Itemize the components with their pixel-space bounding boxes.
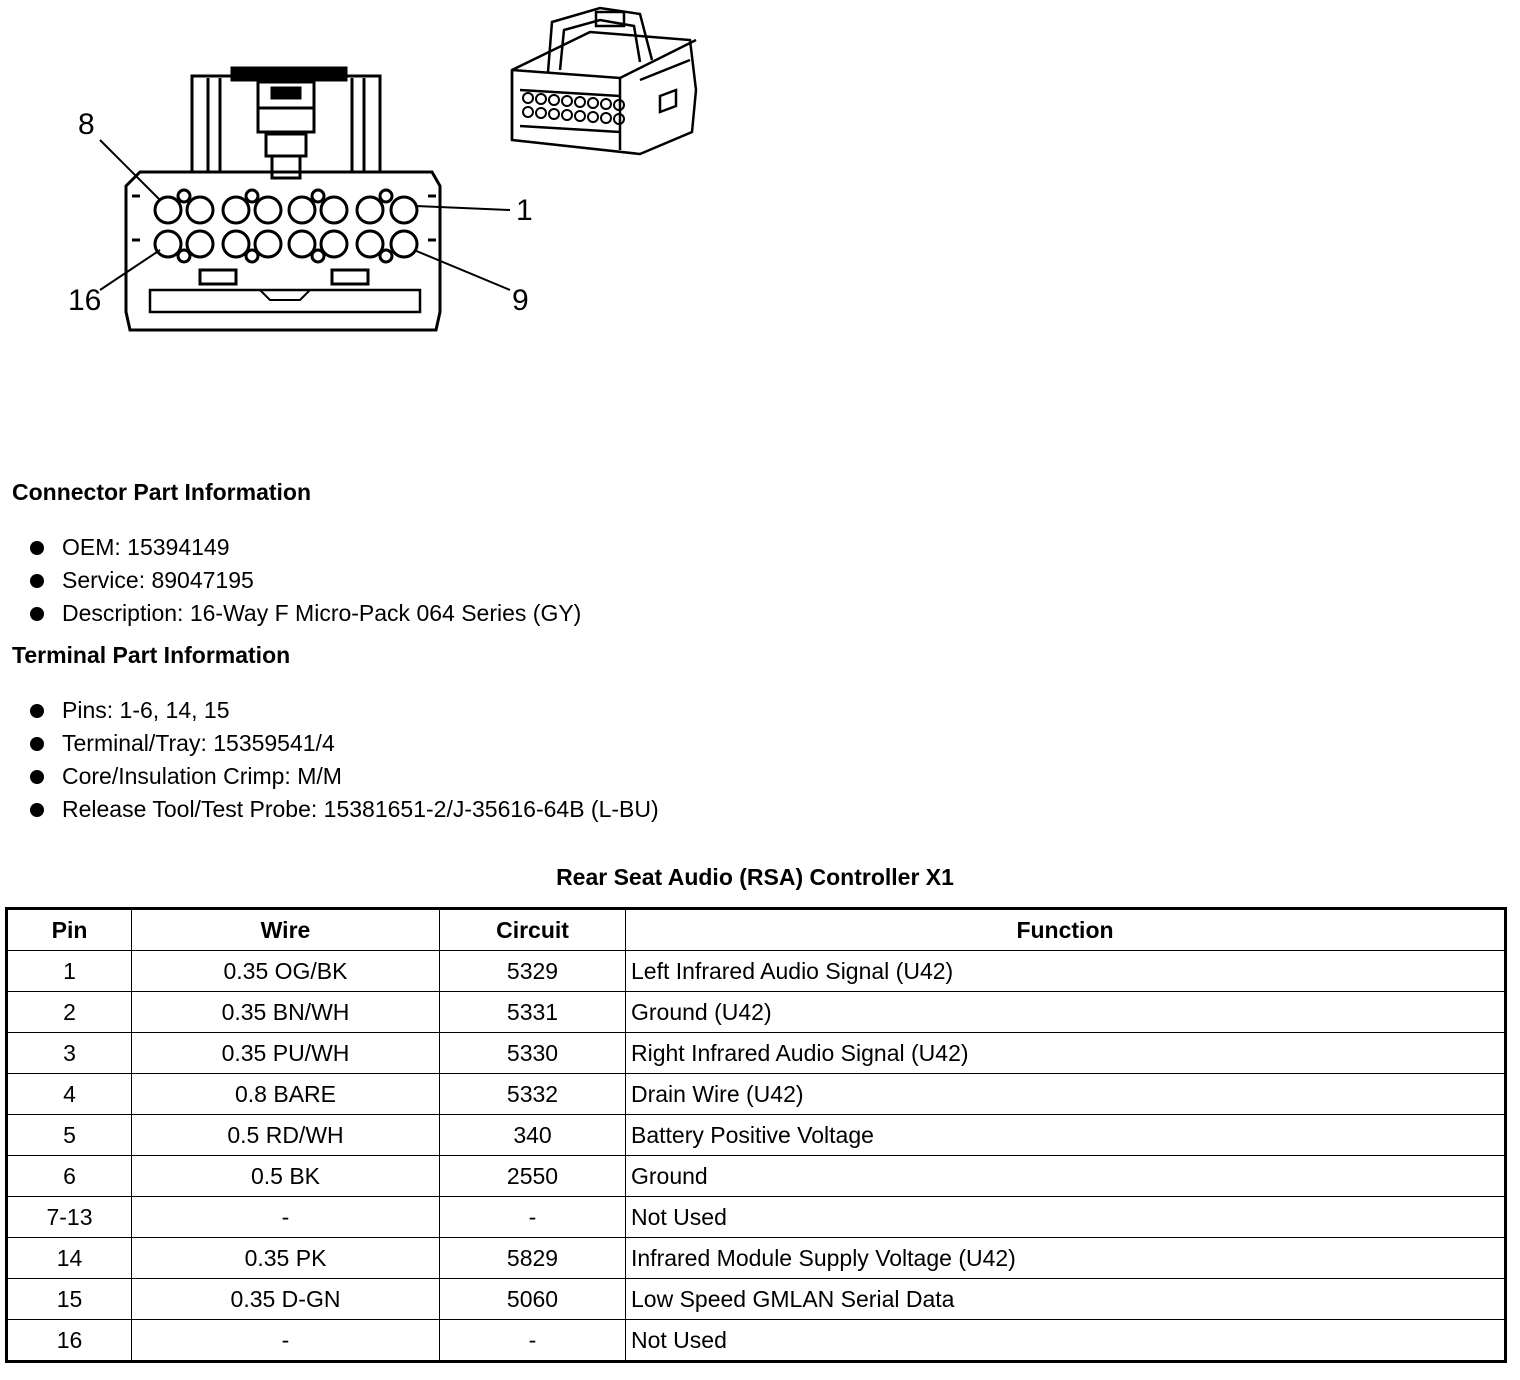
cell-function: Drain Wire (U42): [626, 1074, 1506, 1115]
bullet-icon: [30, 770, 44, 784]
cell-function: Right Infrared Audio Signal (U42): [626, 1033, 1506, 1074]
list-item: Release Tool/Test Probe: 15381651-2/J-35616-64B (L-BU): [30, 798, 659, 831]
table-row: [7, 1279, 1506, 1320]
connector-face-view: [100, 68, 510, 330]
cell-function: Infrared Module Supply Voltage (U42): [626, 1238, 1506, 1279]
cell-circuit: 5331: [440, 992, 626, 1033]
list-item: Service: 89047195: [30, 569, 581, 602]
connector-diagram: [0, 0, 760, 360]
terminal-info-list: [30, 699, 659, 831]
table-header-row: [7, 909, 1506, 951]
table-row: [7, 1238, 1506, 1279]
cell-circuit: 5329: [440, 951, 626, 992]
cell-wire: -: [132, 1320, 440, 1362]
cell-function: Low Speed GMLAN Serial Data: [626, 1279, 1506, 1320]
cell-pin: 2: [7, 992, 132, 1033]
bullet-icon: [30, 737, 44, 751]
bullet-icon: [30, 574, 44, 588]
table-row: [7, 992, 1506, 1033]
cell-wire: 0.35 D-GN: [132, 1279, 440, 1320]
table-row: [7, 1115, 1506, 1156]
cell-circuit: 340: [440, 1115, 626, 1156]
cell-pin: 4: [7, 1074, 132, 1115]
pinout-table: [5, 907, 1507, 1363]
pin-label-16: 16: [68, 284, 102, 317]
connector-isometric-view: [512, 8, 696, 154]
list-item: Terminal/Tray: 15359541/4: [30, 732, 659, 765]
cell-pin: 3: [7, 1033, 132, 1074]
cell-function: Left Infrared Audio Signal (U42): [626, 951, 1506, 992]
cell-wire: 0.5 RD/WH: [132, 1115, 440, 1156]
list-item: OEM: 15394149: [30, 536, 581, 569]
cell-circuit: -: [440, 1320, 626, 1362]
cell-wire: 0.35 PU/WH: [132, 1033, 440, 1074]
bullet-icon: [30, 803, 44, 817]
cell-wire: 0.5 BK: [132, 1156, 440, 1197]
cell-pin: 6: [7, 1156, 132, 1197]
connector-info-heading: Connector Part Information: [12, 479, 312, 505]
table-row: [7, 1320, 1506, 1362]
cell-pin: 5: [7, 1115, 132, 1156]
cell-wire: -: [132, 1197, 440, 1238]
connector-info-list: [30, 536, 581, 635]
list-item: Core/Insulation Crimp: M/M: [30, 765, 659, 798]
cell-circuit: 5060: [440, 1279, 626, 1320]
cell-circuit: 5330: [440, 1033, 626, 1074]
cell-pin: 1: [7, 951, 132, 992]
table-row: [7, 1033, 1506, 1074]
cell-wire: 0.35 BN/WH: [132, 992, 440, 1033]
pin-label-1: 1: [516, 194, 533, 227]
cell-pin: 7-13: [7, 1197, 132, 1238]
bullet-icon: [30, 541, 44, 555]
cell-function: Battery Positive Voltage: [626, 1115, 1506, 1156]
pin-label-9: 9: [512, 284, 529, 317]
header-function: Function: [626, 909, 1506, 951]
list-item: Description: 16-Way F Micro-Pack 064 Series (GY): [30, 602, 581, 635]
cell-function: Ground: [626, 1156, 1506, 1197]
cell-circuit: 5829: [440, 1238, 626, 1279]
cell-wire: 0.35 PK: [132, 1238, 440, 1279]
cell-wire: 0.35 OG/BK: [132, 951, 440, 992]
table-row: [7, 1156, 1506, 1197]
header-wire: Wire: [132, 909, 440, 951]
table-body: [7, 951, 1506, 1362]
header-pin: Pin: [7, 909, 132, 951]
cell-function: Ground (U42): [626, 992, 1506, 1033]
cell-function: Not Used: [626, 1197, 1506, 1238]
cell-wire: 0.8 BARE: [132, 1074, 440, 1115]
cell-pin: 14: [7, 1238, 132, 1279]
cell-circuit: 5332: [440, 1074, 626, 1115]
table-title: Rear Seat Audio (RSA) Controller X1: [556, 864, 954, 890]
bullet-icon: [30, 704, 44, 718]
cell-pin: 16: [7, 1320, 132, 1362]
bullet-icon: [30, 607, 44, 621]
list-item: Pins: 1-6, 14, 15: [30, 699, 659, 732]
cell-function: Not Used: [626, 1320, 1506, 1362]
cell-circuit: -: [440, 1197, 626, 1238]
cell-pin: 15: [7, 1279, 132, 1320]
table-row: [7, 1074, 1506, 1115]
pin-label-8: 8: [78, 108, 95, 141]
header-circuit: Circuit: [440, 909, 626, 951]
table-row: [7, 951, 1506, 992]
cell-circuit: 2550: [440, 1156, 626, 1197]
terminal-info-heading: Terminal Part Information: [12, 642, 291, 668]
table-row: [7, 1197, 1506, 1238]
